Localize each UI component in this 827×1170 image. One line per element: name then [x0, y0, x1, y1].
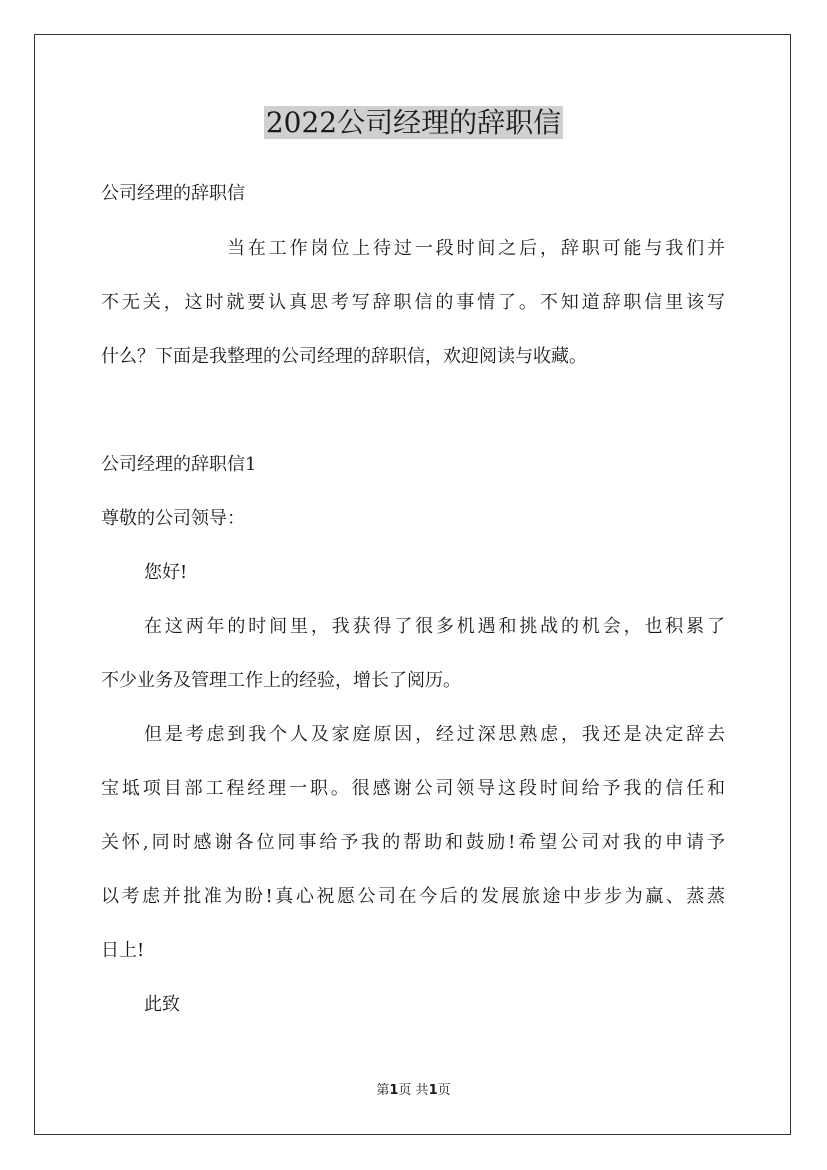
- body-line-4: 宝坻项目部工程经理一职。很感谢公司领导这段时间给予我的信任和: [101, 778, 725, 799]
- footer-prefix: 第: [376, 1083, 390, 1098]
- section-heading: 公司经理的辞职信: [101, 183, 245, 204]
- document-title: [0, 104, 827, 142]
- page-footer: [0, 1082, 827, 1100]
- body-line-2: 不少业务及管理工作上的经验，增长了阅历。: [101, 670, 461, 691]
- footer-page-total: 1: [428, 1083, 438, 1098]
- intro-line-3: 什么？下面是我整理的公司经理的辞职信，欢迎阅读与收藏。: [101, 346, 587, 367]
- body-line-5: 关怀,同时感谢各位同事给予我的帮助和鼓励!希望公司对我的申请予: [101, 832, 725, 853]
- salutation: 尊敬的公司领导：: [101, 508, 245, 529]
- body-line-3: 但是考虑到我个人及家庭原因，经过深思熟虑，我还是决定辞去: [144, 724, 725, 745]
- intro-line-2: 不无关，这时就要认真思考写辞职信的事情了。不知道辞职信里该写: [101, 292, 725, 313]
- body-line-1: 在这两年的时间里，我获得了很多机遇和挑战的机会，也积累了: [144, 616, 725, 637]
- letter-heading: 公司经理的辞职信1: [101, 454, 257, 475]
- body-line-6: 以考虑并批准为盼!真心祝愿公司在今后的发展旅途中步步为赢、蒸蒸: [101, 886, 725, 907]
- body-line-7: 日上!: [101, 940, 145, 961]
- intro-line-1: 当在工作岗位上待过一段时间之后，辞职可能与我们并: [227, 238, 725, 259]
- greeting: 您好!: [144, 562, 188, 583]
- footer-suffix: 页: [437, 1083, 451, 1098]
- footer-page-current: 1: [389, 1083, 399, 1098]
- document-title-text: 2022公司经理的辞职信: [265, 106, 562, 139]
- closing: 此致: [144, 994, 180, 1015]
- footer-mid: 页 共: [398, 1083, 429, 1098]
